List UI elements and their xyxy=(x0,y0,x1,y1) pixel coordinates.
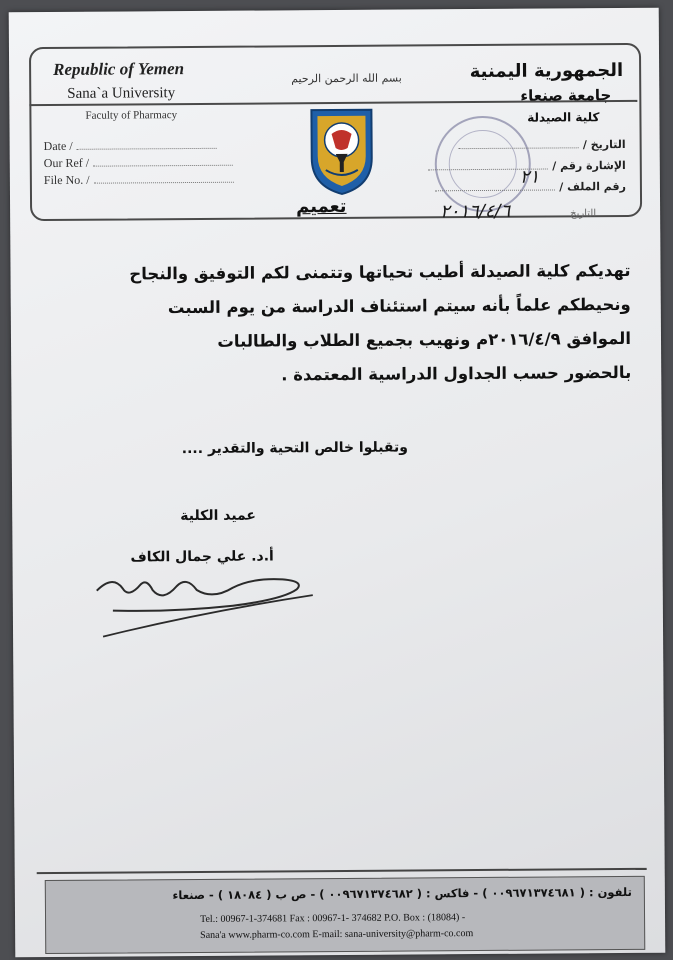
body-line-4: بالحضور حسب الجداول الدراسية المعتمدة . xyxy=(281,362,632,385)
en-file-label: File No. / xyxy=(43,172,90,188)
footer-divider xyxy=(37,868,647,874)
handwritten-date: ٢٠١٦/٤/٦ xyxy=(440,200,511,223)
handwritten-date-label: التاريخ xyxy=(570,208,597,220)
signatory-name: أ.د. علي جمال الكاف xyxy=(130,548,274,566)
ar-date-field xyxy=(426,138,626,152)
ar-university-name: جامعة صنعاء xyxy=(520,86,612,105)
ar-date-label: التاريخ / xyxy=(582,137,626,152)
ar-faculty-name: كلية الصيدلة xyxy=(527,110,600,125)
handwritten-ref-number: ٢١ xyxy=(519,166,540,188)
body-line-2: ونحيطكم علماً بأنه سيتم استئناف الدراسة من يوم السبت xyxy=(167,294,631,318)
ar-country-title: الجمهورية اليمنية xyxy=(469,59,624,83)
body-line-3: الموافق ٢٠١٦/٤/٩م ونهيب بجميع الطلاب والطالبات xyxy=(217,328,632,351)
basmala: بسم الله الرحمن الرحيم xyxy=(291,71,402,86)
closing-greeting: وتقبلوا خالص التحية والتقدير .... xyxy=(181,439,409,458)
en-university-name: Sana`a University xyxy=(67,85,176,102)
en-ref-label: Our Ref / xyxy=(43,155,90,171)
dean-signature xyxy=(83,565,324,647)
en-faculty-name: Faculty of Pharmacy xyxy=(85,109,178,122)
en-country-title: Republic of Yemen xyxy=(53,59,185,79)
en-file-field xyxy=(44,172,254,188)
en-date-field xyxy=(44,138,254,154)
footer-english-contacts: Tel.: 00967-1-374681 Fax : 00967-1- 374682 P.O. Box : (18084) - xyxy=(200,912,466,925)
footer-web-email: Sana'a www.pharm-co.com E-mail: sana-university@pharm-co.com xyxy=(200,928,474,941)
contact-footer xyxy=(45,876,646,954)
en-date-label: Date / xyxy=(43,138,73,154)
ar-ref-label: الإشارة رقم / xyxy=(552,158,626,173)
ar-file-label: رقم الملف / xyxy=(559,179,626,194)
document-body xyxy=(70,254,631,394)
university-emblem-icon xyxy=(305,104,378,199)
letter-paper xyxy=(9,8,666,958)
en-ref-field xyxy=(44,155,254,171)
signatory-title: عميد الكلية xyxy=(180,507,257,525)
body-line-1: تهديكم كلية الصيدلة أطيب تحياتها وتتمنى لكم التوفيق والنجاح xyxy=(129,260,631,284)
document-subject: تعميم xyxy=(296,195,347,218)
footer-arabic-contacts: تلفون : ( ٠٠٩٦٧١٣٧٤٦٨١ ) - فاكس : ( ٠٠٩٦٧١٣٧٤٦٨٢ ) - ص ب ( ١٨٠٨٤ ) - صنعاء xyxy=(172,884,632,903)
